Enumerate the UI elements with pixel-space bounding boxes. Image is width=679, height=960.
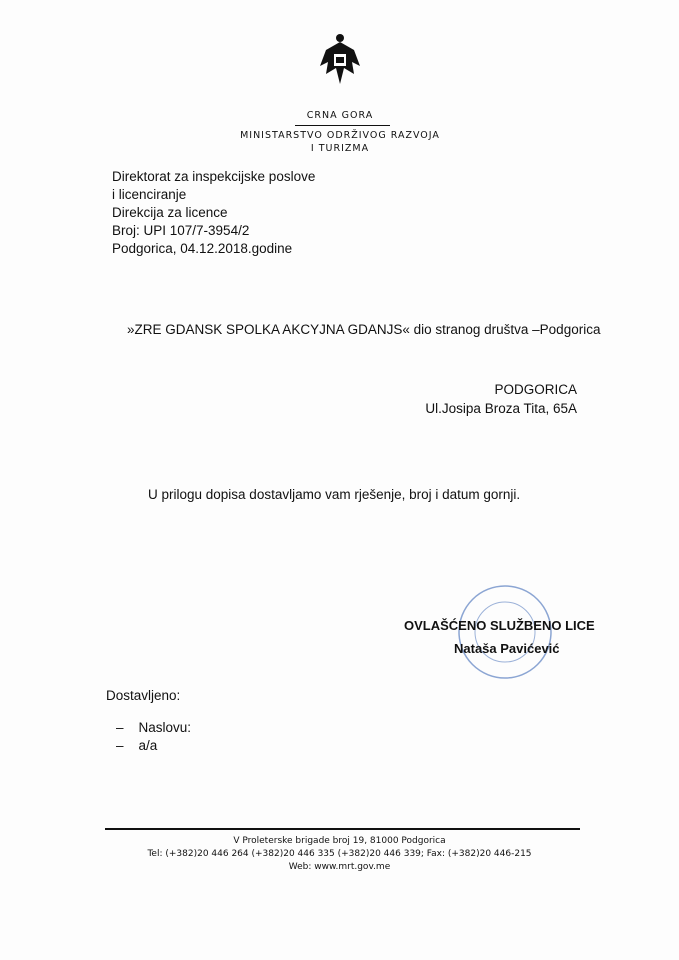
signatory-title: OVLAŠĆENO SLUŽBENO LICE: [404, 618, 595, 633]
recipient-name: »ZRE GDANSK SPOLKA AKCYJNA GDANJS« dio stranog društva –Podgorica: [127, 322, 601, 337]
sender-line: Direkcija za licence: [112, 205, 228, 220]
web-label: Web:: [288, 862, 315, 872]
header-divider: [295, 125, 390, 126]
delivered-item-text: a/a: [138, 738, 158, 753]
delivered-item: – a/a: [116, 738, 158, 753]
delivered-label: Dostavljeno:: [106, 688, 181, 703]
footer-divider: [105, 828, 580, 830]
body-text: U prilogu dopisa dostavljamo vam rješenje, broj i datum gornji.: [148, 487, 521, 502]
ministry-line1: MINISTARSTVO ODRŽIVOG RAZVOJA: [240, 130, 440, 141]
reference-number: Broj: UPI 107/7-3954/2: [112, 223, 250, 238]
footer-address: V Proleterske brigade broj 19, 81000 Podgorica: [233, 836, 446, 846]
website-link[interactable]: www.mrt.gov.me: [314, 862, 391, 872]
date-line: Podgorica, 04.12.2018.godine: [112, 241, 293, 256]
signatory-name: Nataša Pavićević: [454, 641, 560, 656]
footer-web: [0, 862, 679, 872]
ministry-line2: I TURIZMA: [310, 143, 370, 154]
footer-phones: Tel: (+382)20 446 264 (+382)20 446 335 (+382)20 446 339; Fax: (+382)20 446-215: [147, 849, 532, 859]
recipient-street: Ul.Josipa Broza Tita, 65A: [425, 401, 577, 416]
country-name: CRNA GORA: [306, 110, 374, 121]
delivered-item-text: Naslovu:: [138, 720, 192, 735]
sender-line: i licenciranje: [112, 187, 187, 202]
sender-line: Direktorat za inspekcijske poslove: [112, 169, 316, 184]
coat-of-arms-icon: [318, 32, 362, 88]
recipient-city: PODGORICA: [494, 382, 577, 397]
delivered-item: – Naslovu:: [116, 720, 192, 735]
sender-block: [112, 168, 315, 258]
